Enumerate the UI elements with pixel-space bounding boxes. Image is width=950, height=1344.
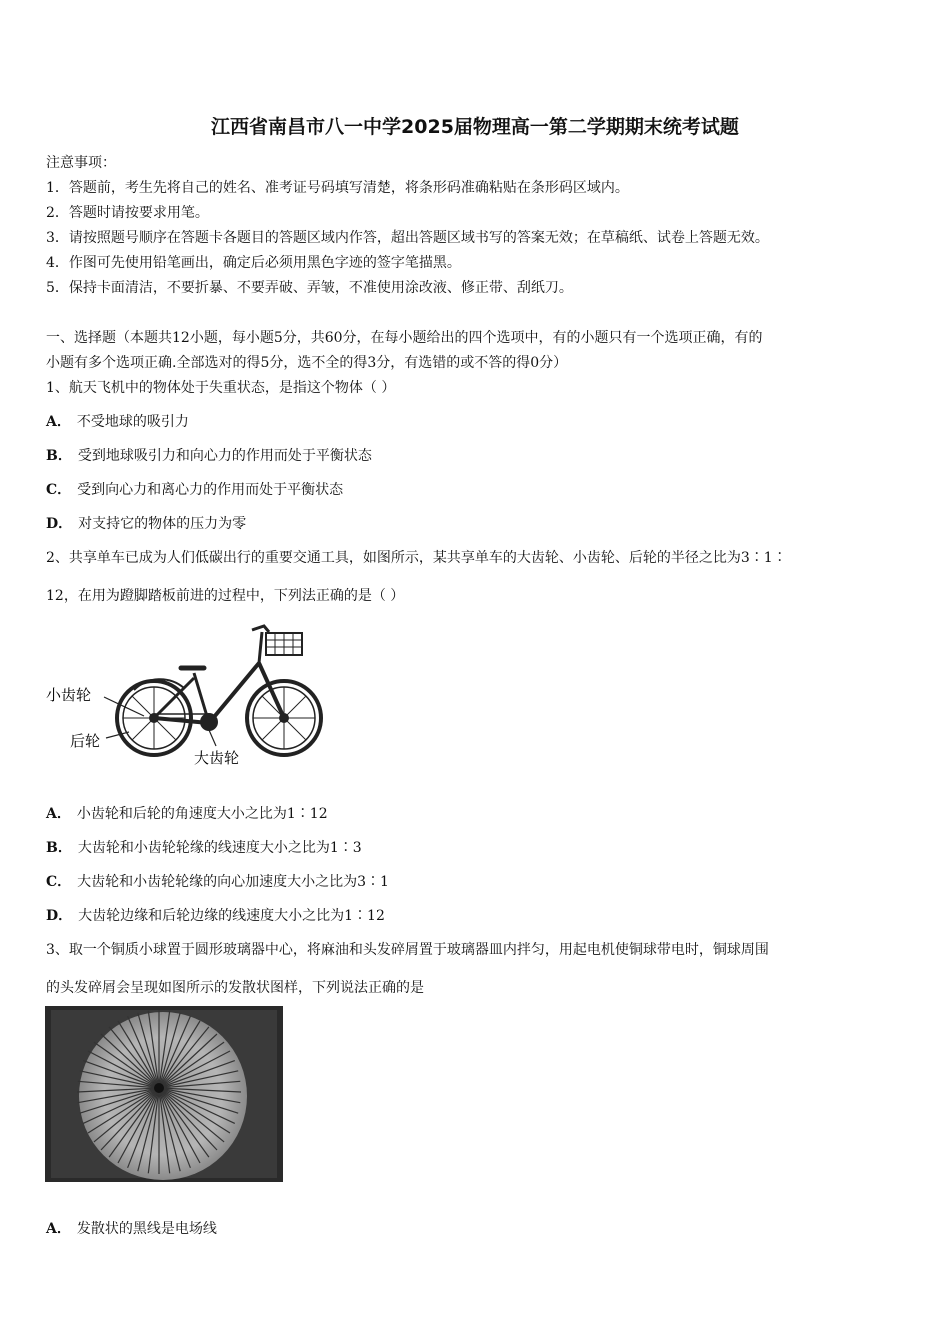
notice-item: 4．作图可先使用铅笔画出，确定后必须用黑色字迹的签字笔描黑。	[46, 255, 461, 271]
option-label: C．	[46, 874, 72, 890]
page-title: 江西省南昌市八一中学2025届物理高一第二学期期末统考试题	[211, 116, 739, 138]
q1-option-d	[46, 513, 246, 533]
option-label: B．	[46, 840, 72, 856]
q1-option-c	[46, 479, 343, 499]
q1-option-b	[46, 445, 372, 465]
option-text: 大齿轮和小齿轮轮缘的向心加速度大小之比为3∶1	[77, 874, 389, 890]
notice-item: 5．保持卡面清洁，不要折暴、不要弄破、弄皱，不准使用涂改液、修正带、刮纸刀。	[46, 280, 573, 296]
option-text: 大齿轮边缘和后轮边缘的线速度大小之比为1∶12	[78, 908, 385, 924]
electric-field-photo	[45, 1006, 283, 1182]
option-label: A．	[46, 1221, 71, 1237]
option-text: 不受地球的吸引力	[76, 414, 189, 430]
big-gear-label: 大齿轮	[194, 749, 240, 767]
bicycle-illustration	[44, 618, 334, 778]
q3-stem: 3、取一个铜质小球置于圆形玻璃器中心，将麻油和头发碎屑置于玻璃器皿内拌匀，用起电机使铜球带电时，铜球周围	[46, 942, 769, 958]
section-instructions-cont: 小题有多个选项正确.全部选对的得5分，选不全的得3分，有选错的或不答的得0分）	[46, 355, 568, 371]
notice-item: 3．请按照题号顺序在答题卡各题目的答题区域内作答，超出答题区域书写的答案无效；在草稿纸、试卷上答题无效。	[46, 230, 769, 246]
option-text: 对支持它的物体的压力为零	[78, 516, 247, 532]
option-label: A．	[46, 806, 71, 822]
q2-option-c	[46, 871, 389, 891]
q2-option-b	[46, 837, 362, 857]
notice-heading: 注意事项：	[46, 155, 116, 171]
q3-option-a	[46, 1218, 217, 1238]
option-text: 发散状的黑线是电场线	[76, 1221, 217, 1237]
small-gear-label: 小齿轮	[46, 686, 92, 704]
q3-stem-cont: 的头发碎屑会呈现如图所示的发散状图样，下列说法正确的是	[46, 980, 424, 996]
option-label: D．	[46, 908, 73, 924]
q2-option-a	[46, 803, 328, 823]
option-label: C．	[46, 482, 72, 498]
section-instructions: 一、选择题（本题共12小题，每小题5分，共60分，在每小题给出的四个选项中，有的小题只有一个选项正确，有的	[46, 330, 763, 346]
q1-option-a	[46, 411, 189, 431]
q2-stem-cont: 12，在用为蹬脚踏板前进的过程中，下列法正确的是（ ）	[46, 588, 405, 604]
option-label: A．	[46, 414, 71, 430]
option-text: 大齿轮和小齿轮轮缘的线速度大小之比为1∶3	[77, 840, 362, 856]
option-text: 受到向心力和离心力的作用而处于平衡状态	[77, 482, 344, 498]
option-label: B．	[46, 448, 72, 464]
radial-pattern-image	[45, 1006, 283, 1182]
option-label: D．	[46, 516, 73, 532]
option-text: 小齿轮和后轮的角速度大小之比为1∶12	[76, 806, 328, 822]
rear-wheel-label: 后轮	[70, 732, 101, 750]
q1-stem: 1、航天飞机中的物体处于失重状态，是指这个物体（ ）	[46, 380, 396, 396]
bicycle-figure	[44, 618, 334, 778]
notice-item: 1．答题前，考生先将自己的姓名、准考证号码填写清楚，将条形码准确粘贴在条形码区域内。	[46, 180, 629, 196]
q2-stem: 2、共享单车已成为人们低碳出行的重要交通工具，如图所示，某共享单车的大齿轮、小齿轮、后轮的半径之比为3∶1∶	[46, 550, 787, 566]
option-text: 受到地球吸引力和向心力的作用而处于平衡状态	[77, 448, 372, 464]
q2-option-d	[46, 905, 385, 925]
notice-item: 2．答题时请按要求用笔。	[46, 205, 209, 221]
